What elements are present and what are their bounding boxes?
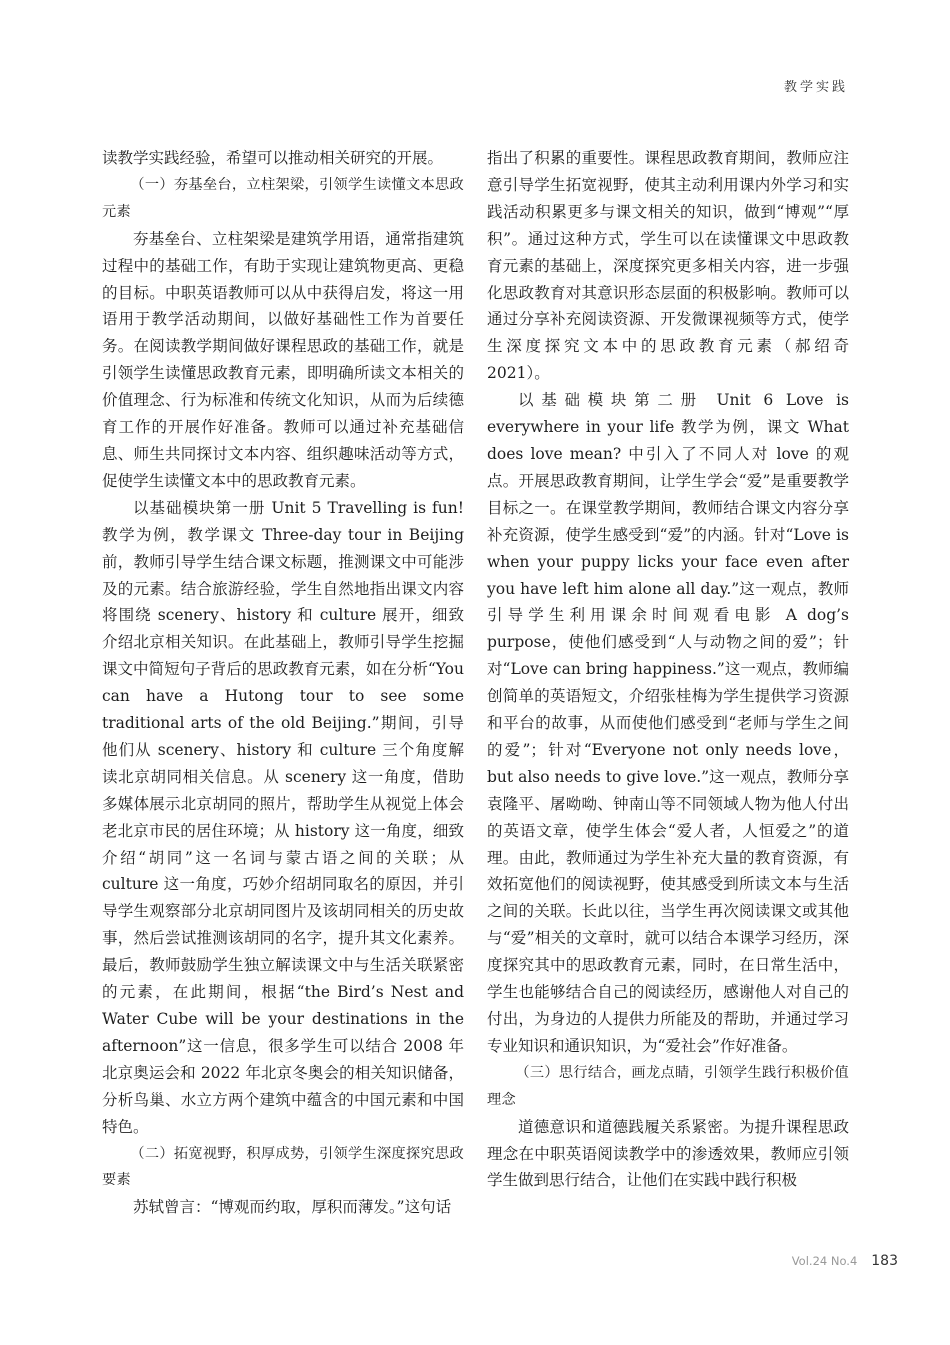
section-heading-2: （二）拓宽视野，积厚成势，引领学生深度探究思政要素 — [102, 1145, 464, 1189]
paragraph: 以基础模块第二册 Unit 6 Love is everywhere in your life 教学为例，课文 What does love mean? 中引入了不同人对 love 的观点。开展思政教育期间，让学生学会“爱”是重要教学目标之一。在课堂教学期间，教师结合课文内容分享补充资源，使学生感受到“爱”的内涵。针对“Love is when your puppy licks your face even after you have left him alone all day.”这一观点，教师引导学生利用课余时间观看电影 A dog’s purpose，使他们感受到“人与动物之间的爱”；针对“Love can bring happiness.”这一观点，教师编创简单的英语短文，介绍张桂梅为学生提供学习资源和平台的故事，从而使他们感受到“老师与学生之间的爱”；针对“Everyone not only needs love，but also needs to give love.”这一观点，教师分享袁隆平、屠呦呦、钟南山等不同领域人物为他人付出的英语文章，使学生体会“爱人者，人恒爱之”的道理。由此，教师通过为学生补充大量的教育资源，有效拓宽他们的阅读视野，使其感受到所读文本与生活之间的关联。长此以往，当学生再次阅读课文或其他与“爱”相关的文章时，就可以结合本课学习经历，深度探究其中的思政教育元素，同时，在日常生活中，学生也能够结合自己的阅读经历，感谢他人对自己的付出，为身边的人提供力所能及的帮助，并通过学习专业知识和通识知识，为“爱社会”作好准备。 — [487, 391, 849, 1055]
paragraph: 指出了积累的重要性。课程思政教育期间，教师应注意引导学生拓宽视野，使其主动利用课内外学习和实践活动积累更多与课文相关的知识，做到“博观”“厚积”。通过这种方式，学生可以在读懂课文中思政教育元素的基础上，深度探究更多相关内容，进一步强化思政教育对其意识形态层面的积极影响。教师可以通过分享补充阅读资源、开发微课视频等方式，使学生深度探究文本中的思政教育元素（郝绍奇 2021）。 — [487, 149, 849, 383]
right-column — [487, 145, 849, 1194]
paragraph: 苏轼曾言：“博观而约取，厚积而薄发。”这句话 — [133, 1198, 452, 1217]
paragraph: 夯基垒台、立柱架梁是建筑学用语，通常指建筑过程中的基础工作，有助于实现让建筑物更高、更稳的目标。中职英语教师可以从中获得启发，将这一用语用于教学活动期间，以做好基础性工作为首要任务。在阅读教学期间做好课程思政的基础工作，就是引领学生读懂思政教育元素，即明确所读文本相关的价值理念、行为标准和传统文化知识，从而为后续德育工作的开展作好准备。教师可以通过补充基础信息、师生共同探讨文本内容、组织趣味活动等方式，促使学生读懂文本中的思政教育元素。 — [102, 229, 464, 490]
section-header: 教学实践 — [783, 80, 848, 95]
paragraph: 读教学实践经验，希望可以推动相关研究的开展。 — [102, 149, 444, 167]
volume-label: Vol.24 No.4 — [791, 1254, 858, 1268]
page-number: 183 — [871, 1253, 898, 1269]
left-column — [102, 145, 464, 1221]
section-heading-1: （一）夯基垒台，立柱架梁，引领学生读懂文本思政元素 — [102, 176, 464, 220]
page-footer — [792, 1250, 898, 1269]
section-heading-3: （三）思行结合，画龙点睛，引领学生践行积极价值理念 — [487, 1064, 849, 1108]
paragraph: 道德意识和道德践履关系紧密。为提升课程思政理念在中职英语阅读教学中的渗透效果，教师应引领学生做到思行结合，让他们在实践中践行积极 — [487, 1117, 849, 1190]
paragraph: 以基础模块第一册 Unit 5 Travelling is fun! 教学为例，教学课文 Three-day tour in Beijing 前，教师引导学生结合课文标题，推测课文中可能涉及的元素。结合旅游经验，学生自然地指出课文内容将围绕 scenery、history 和 culture 展开，细致介绍北京相关知识。在此基础上，教师引导学生挖掘课文中简短句子背后的思政教育元素，如在分析“You can have a Hutong tour to see some traditional arts of the old Beijing.”期间，引导他们从 scenery、history 和 culture 三个角度解读北京胡同相关信息。从 scenery 这一角度，借助多媒体展示北京胡同的照片，帮助学生从视觉上体会老北京市民的居住环境；从 history 这一角度，细致介绍“胡同”这一名词与蒙古语之间的关联；从 culture 这一角度，巧妙介绍胡同取名的原因，并引导学生观察部分北京胡同图片及该胡同相关的历史故事，然后尝试推测该胡同的名字，提升其文化素养。最后，教师鼓励学生独立解读课文中与生活关联紧密的元素，在此期间，根据“the Bird’s Nest and Water Cube will be your destinations in the afternoon”这一信息，很多学生可以结合 2008 年北京奥运会和 2022 年北京冬奥会的相关知识储备，分析鸟巢、水立方两个建筑中蕴含的中国元素和中国特色。 — [102, 498, 464, 1136]
